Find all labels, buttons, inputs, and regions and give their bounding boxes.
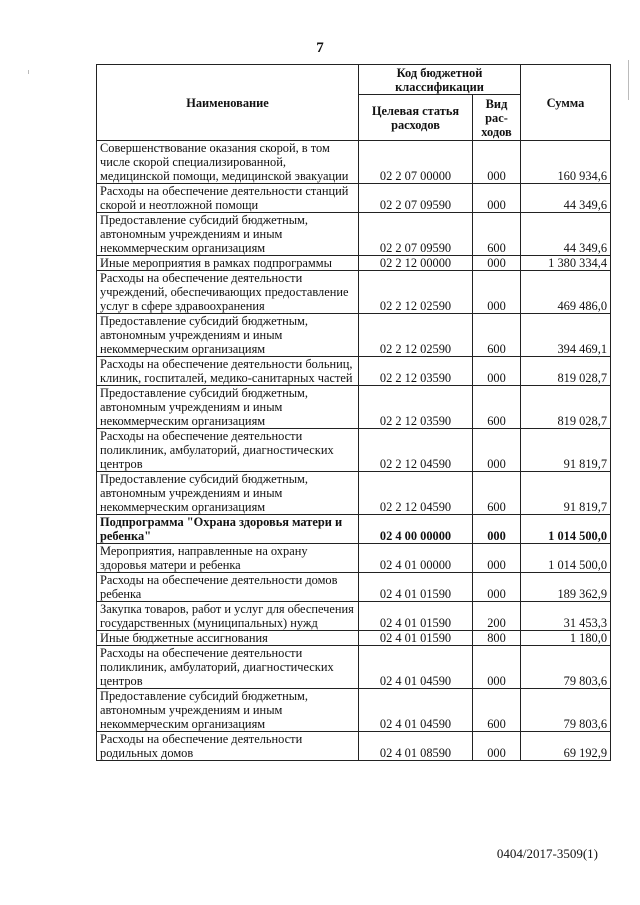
row-expense-type: 000 [473,573,521,602]
table-row [97,689,611,732]
row-expense-type: 600 [473,386,521,429]
table-row [97,141,611,184]
row-target-code: 02 2 07 00000 [359,141,473,184]
table-row [97,472,611,515]
row-expense-type: 000 [473,271,521,314]
header-name: Наименование [97,65,359,141]
row-name: Совершенствование оказания скорой, в том числе скорой специализированной, медицинской помощи, медицинской эвакуации [97,141,359,184]
row-expense-type: 000 [473,429,521,472]
row-target-code: 02 2 12 03590 [359,357,473,386]
row-expense-type: 600 [473,472,521,515]
header-code-group: Код бюджетной классификации [359,65,521,95]
row-expense-type: 600 [473,213,521,256]
row-sum: 91 819,7 [521,472,611,515]
row-expense-type: 600 [473,689,521,732]
row-sum: 79 803,6 [521,689,611,732]
row-name: Предоставление субсидий бюджетным, автономным учреждениям и иным некоммерческим организациям [97,689,359,732]
row-name: Мероприятия, направленные на охрану здоровья матери и ребенка [97,544,359,573]
row-expense-type: 000 [473,515,521,544]
row-expense-type: 000 [473,646,521,689]
table-row [97,602,611,631]
row-target-code: 02 2 12 02590 [359,271,473,314]
row-sum: 1 180,0 [521,631,611,646]
row-target-code: 02 2 12 04590 [359,472,473,515]
row-sum: 31 453,3 [521,602,611,631]
row-name: Расходы на обеспечение деятельности поликлиник, амбулаторий, диагностических центров [97,429,359,472]
row-target-code: 02 4 01 04590 [359,646,473,689]
row-name: Предоставление субсидий бюджетным, автономным учреждениям и иным некоммерческим организациям [97,213,359,256]
row-target-code: 02 4 01 08590 [359,732,473,761]
row-target-code: 02 4 01 01590 [359,631,473,646]
row-target-code: 02 4 01 00000 [359,544,473,573]
row-expense-type: 600 [473,314,521,357]
row-name: Закупка товаров, работ и услуг для обеспечения государственных (муниципальных) нужд [97,602,359,631]
row-expense-type: 800 [473,631,521,646]
row-sum: 79 803,6 [521,646,611,689]
page-number: 7 [316,40,324,56]
table-row [97,271,611,314]
row-target-code: 02 2 07 09590 [359,213,473,256]
row-sum: 160 934,6 [521,141,611,184]
row-name: Расходы на обеспечение деятельности станций скорой и неотложной помощи [97,184,359,213]
row-sum: 1 380 334,4 [521,256,611,271]
row-sum: 189 362,9 [521,573,611,602]
row-name: Предоставление субсидий бюджетным, автономным учреждениям и иным некоммерческим организациям [97,386,359,429]
row-target-code: 02 4 00 00000 [359,515,473,544]
row-expense-type: 000 [473,184,521,213]
row-target-code: 02 2 07 09590 [359,184,473,213]
row-name: Расходы на обеспечение деятельности учреждений, обеспечивающих предоставление услуг в сфере здравоохранения [97,271,359,314]
budget-table [96,64,611,761]
row-expense-type: 000 [473,256,521,271]
row-expense-type: 000 [473,732,521,761]
table-row [97,631,611,646]
row-sum: 91 819,7 [521,429,611,472]
table-row [97,314,611,357]
table-row [97,184,611,213]
row-expense-type: 000 [473,141,521,184]
row-name: Предоставление субсидий бюджетным, автономным учреждениям и иным некоммерческим организациям [97,472,359,515]
row-name: Иные бюджетные ассигнования [97,631,359,646]
header-expense-type: Вид рас-ходов [473,95,521,141]
row-sum: 44 349,6 [521,184,611,213]
row-target-code: 02 2 12 04590 [359,429,473,472]
table-row [97,646,611,689]
row-sum: 1 014 500,0 [521,544,611,573]
row-name: Расходы на обеспечение деятельности больниц, клиник, госпиталей, медико-санитарных частей [97,357,359,386]
row-name: Расходы на обеспечение деятельности домов ребенка [97,573,359,602]
table-body [97,141,611,761]
table-row [97,573,611,602]
row-target-code: 02 2 12 02590 [359,314,473,357]
table-row [97,256,611,271]
document-footer-code: 0404/2017-3509(1) [496,846,598,861]
row-target-code: 02 4 01 01590 [359,573,473,602]
row-sum: 469 486,0 [521,271,611,314]
table-row [97,429,611,472]
table-row [97,544,611,573]
row-sum: 394 469,1 [521,314,611,357]
row-name: Предоставление субсидий бюджетным, автономным учреждениям и иным некоммерческим организациям [97,314,359,357]
row-expense-type: 000 [473,544,521,573]
row-target-code: 02 4 01 01590 [359,602,473,631]
row-target-code: 02 4 01 04590 [359,689,473,732]
header-target-article: Целевая статья расходов [359,95,473,141]
row-name: Подпрограмма "Охрана здоровья матери и ребенка" [97,515,359,544]
row-name: Расходы на обеспечение деятельности поликлиник, амбулаторий, диагностических центров [97,646,359,689]
left-edge-mark [28,70,29,74]
table-row [97,213,611,256]
table-row [97,357,611,386]
row-sum: 819 028,7 [521,357,611,386]
row-sum: 69 192,9 [521,732,611,761]
table-row [97,515,611,544]
row-sum: 44 349,6 [521,213,611,256]
header-sum: Сумма [521,65,611,141]
row-expense-type: 200 [473,602,521,631]
table-row [97,732,611,761]
row-name: Иные мероприятия в рамках подпрограммы [97,256,359,271]
row-target-code: 02 2 12 03590 [359,386,473,429]
row-sum: 1 014 500,0 [521,515,611,544]
row-name: Расходы на обеспечение деятельности родильных домов [97,732,359,761]
right-edge-mark [628,60,629,100]
row-expense-type: 000 [473,357,521,386]
row-sum: 819 028,7 [521,386,611,429]
row-target-code: 02 2 12 00000 [359,256,473,271]
table-row [97,386,611,429]
